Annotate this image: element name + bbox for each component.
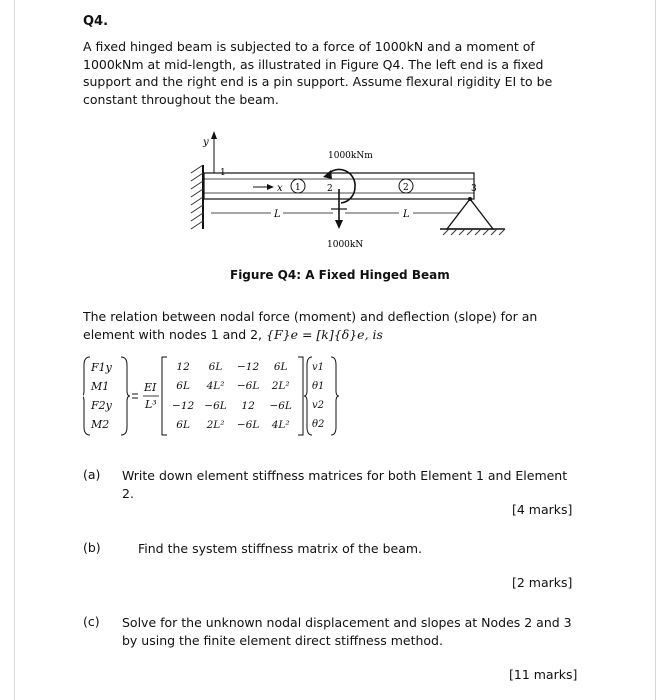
part-b-label: (b): [83, 540, 101, 555]
question-intro: A fixed hinged beam is subjected to a force of 1000kN and a moment of 1000kNm at mid-length, as illustrated in Figure Q4. The left end is a fixed support and the right end is a pin support. Assume flexural rigidity EI to be constant throughout the beam.: [83, 39, 553, 107]
matrix-cell: 6L: [273, 360, 288, 373]
matrix-cell: 4L²: [206, 380, 225, 393]
matrix-cell: −12: [172, 399, 195, 412]
matrix-cell: 2L²: [271, 380, 290, 393]
disp-entry: θ1: [312, 381, 325, 392]
matrix-cell: −6L: [269, 399, 292, 412]
matrix-cell: −6L: [236, 419, 260, 432]
disp-entry: v2: [312, 400, 325, 411]
x-axis-label: x: [277, 183, 283, 194]
factor-denominator: L³: [145, 398, 157, 411]
element-2-label: 2: [403, 183, 409, 193]
figure-caption: Figure Q4: A Fixed Hinged Beam: [230, 268, 450, 282]
relation-text: [83, 308, 583, 343]
force-label: 1000kN: [327, 240, 364, 250]
matrix-cell: 6L: [176, 419, 190, 432]
matrix-cell: 12: [241, 399, 255, 412]
force-entry: M1: [91, 380, 110, 393]
length-label-2: L: [403, 209, 410, 220]
part-b-marks: [2 marks]: [512, 575, 573, 590]
matrix-row: [167, 396, 297, 416]
force-vector: [91, 358, 123, 434]
y-axis-label: y: [203, 137, 209, 148]
displacement-vector: [312, 358, 334, 434]
relation-equation: {F}e = [k]{δ}e, is: [266, 326, 383, 342]
disp-entry: θ2: [312, 419, 325, 430]
question-number: Q4.: [83, 14, 109, 29]
stiffness-equation: [83, 355, 343, 437]
stiffness-matrix: [167, 357, 297, 435]
element-1-label: 1: [295, 183, 301, 193]
matrix-cell: −12: [237, 360, 260, 373]
force-entry: F1y: [91, 361, 112, 374]
matrix-cell: 6L: [176, 380, 190, 393]
part-a-text: Write down element stiffness matrices for both Element 1 and Element 2.: [122, 468, 568, 501]
relation-sentence: The relation between nodal force (moment) and deflection (slope) for an element with nodes 1 and 2,: [83, 309, 538, 342]
matrix-row: [167, 357, 297, 377]
node-3-label: 3: [471, 184, 477, 194]
length-label-1: L: [274, 209, 281, 220]
matrix-row: [167, 416, 297, 436]
node-1-label: 1: [220, 168, 226, 178]
moment-label: 1000kNm: [328, 151, 373, 161]
part-c-text: Solve for the unknown nodal displacement and slopes at Nodes 2 and 3 by using the finite element direct stiffness method.: [122, 615, 572, 648]
factor-numerator: EI: [144, 381, 157, 394]
part-c-label: (c): [83, 614, 100, 629]
matrix-cell: −6L: [236, 380, 260, 393]
part-c-marks: [11 marks]: [509, 667, 578, 682]
force-entry: F2y: [91, 399, 112, 412]
part-a-marks: [4 marks]: [512, 502, 573, 517]
matrix-cell: −6L: [204, 399, 227, 412]
document-page: [14, 0, 656, 700]
matrix-cell: 12: [176, 360, 190, 373]
matrix-cell: 4L²: [271, 419, 290, 432]
matrix-cell: 2L²: [206, 419, 225, 432]
pin-support: [440, 197, 505, 235]
beam-figure: [15, 125, 655, 265]
node-2-label: 2: [327, 184, 333, 194]
fixed-support: [191, 165, 203, 229]
part-a-label: (a): [83, 467, 101, 482]
matrix-row: [167, 377, 297, 397]
disp-entry: v1: [312, 362, 325, 373]
force-entry: M2: [91, 418, 110, 431]
matrix-cell: 6L: [208, 360, 223, 373]
part-b-text: Find the system stiffness matrix of the beam.: [138, 541, 423, 556]
